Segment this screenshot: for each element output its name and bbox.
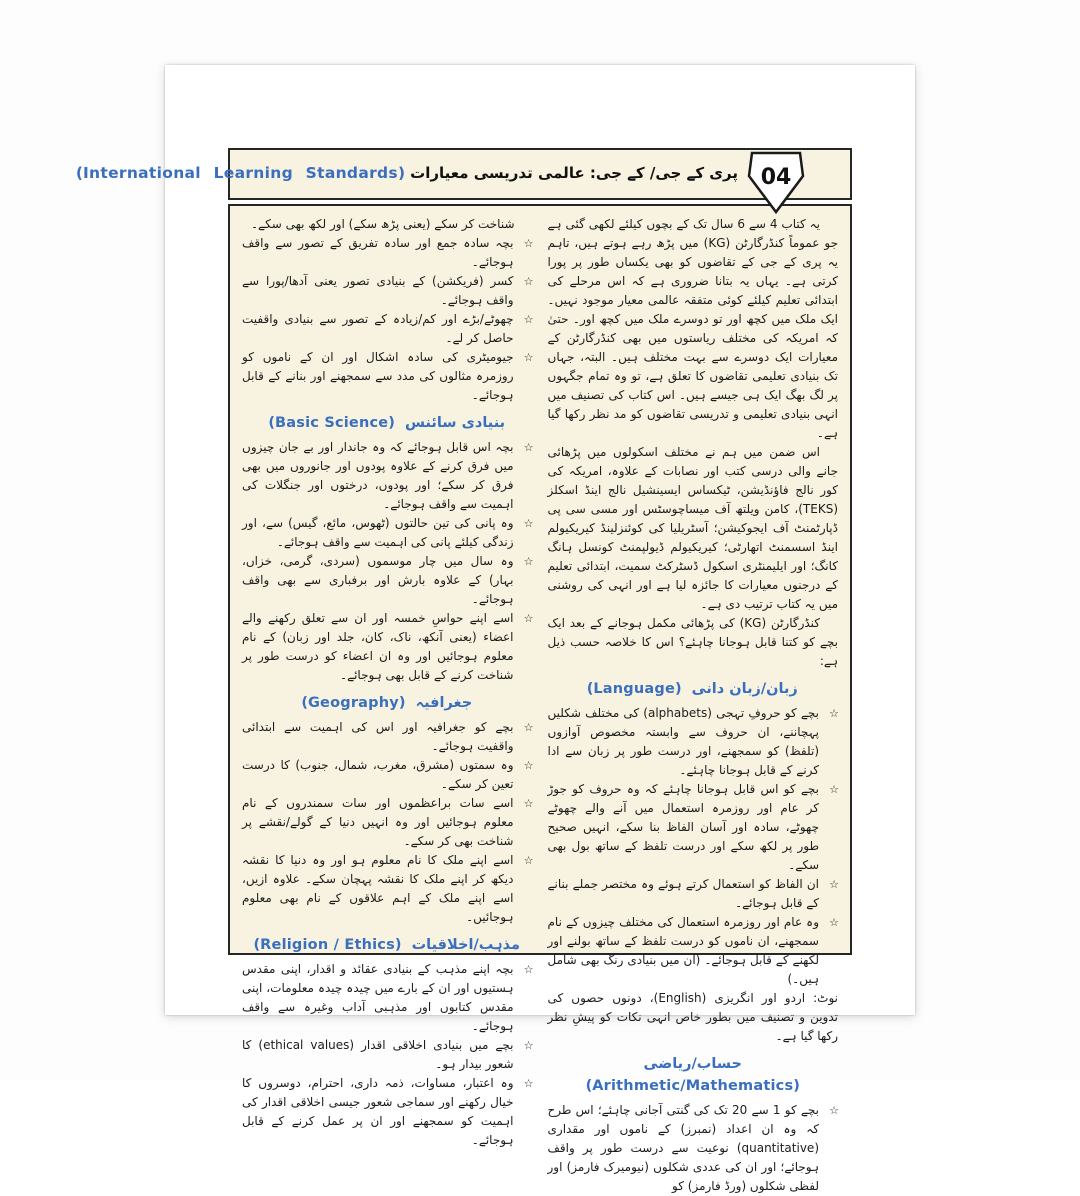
page-number: 04 bbox=[760, 165, 792, 190]
page-body bbox=[228, 204, 852, 1193]
column-right bbox=[547, 215, 839, 1193]
star-bullet-icon: ☆ bbox=[523, 854, 534, 867]
star-bullet-icon: ☆ bbox=[523, 237, 534, 250]
bullet-item bbox=[242, 609, 533, 685]
star-bullet-icon: ☆ bbox=[523, 797, 534, 810]
bullet-text: بچے کو اس قابل ہوجانا چاہئے کہ وہ حروف کو جوڑ کر عام اور روزمرہ استعمال میں آنے والے چھوٹے چھوٹے، سادہ اور آسان الفاظ بنا سکے، انہیں صحیح طور پر لکھ سکے اور درست تلفظ کے ساتھ بول بھی سکے۔ bbox=[547, 782, 819, 872]
star-bullet-icon: ☆ bbox=[829, 1104, 839, 1117]
section-heading bbox=[242, 412, 533, 434]
bullet-item bbox=[242, 1036, 533, 1074]
bullet-text: کسر (فریکشن) کے بنیادی تصور یعنی آدھا/پورا سے واقف ہوجائے۔ bbox=[242, 274, 514, 307]
bullet-item bbox=[242, 514, 533, 552]
section-heading-english: (Language) bbox=[586, 681, 682, 697]
section-heading bbox=[242, 934, 533, 956]
bullet-item bbox=[242, 960, 533, 1036]
bullet-text: اسے اپنے ملک کا نام معلوم ہو اور وہ دنیا کا نقشہ دیکھ کر اپنے ملک کا نقشہ پہچان سکے۔ علاوہ ازیں، اسے اپنے ملک کے اہم علاقوں کے نام بھی معلوم ہوجائیں۔ bbox=[242, 853, 514, 924]
section-heading-urdu: جغرافیہ bbox=[415, 695, 473, 711]
section-heading-urdu: بنیادی سائنس bbox=[405, 415, 506, 431]
star-bullet-icon: ☆ bbox=[829, 783, 839, 796]
bullet-item bbox=[242, 272, 533, 310]
star-bullet-icon: ☆ bbox=[829, 707, 839, 720]
bullet-text: بچے کو حروفِ تہجی (alphabets) کی مختلف شکلیں پہچاننے، ان حروف سے وابستہ مخصوص آوازوں (تلفظ) کو سمجھنے، اور درست طور پر زبان سے ادا کرنے کے قابل ہوجانا چاہئے۔ bbox=[547, 706, 819, 777]
section-heading-urdu: مذہب/اخلاقیات bbox=[411, 937, 520, 953]
column-left bbox=[242, 215, 534, 1147]
star-bullet-icon: ☆ bbox=[523, 441, 534, 454]
bullet-text: بچے میں بنیادی اخلاقی اقدار (ethical values) کا شعور بیدار ہو۔ bbox=[242, 1038, 514, 1071]
star-bullet-icon: ☆ bbox=[523, 759, 534, 772]
section-heading bbox=[548, 1053, 839, 1097]
bullet-item bbox=[548, 1101, 839, 1196]
text-paragraph: نوٹ: اردو اور انگریزی (English)، دونوں حصوں کی تدوین و تصنیف میں بطور خاص انہی نکات کو پیشِ نظر رکھا گیا ہے۔ bbox=[547, 991, 838, 1043]
bullet-text: بچہ اپنے مذہب کے بنیادی عقائد و اقدار، اپنی مقدس ہستیوں اور ان کے بارے میں چیدہ چیدہ معلومات، اپنی مقدس کتابوں اور مذہبی آداب وغیرہ سے واقف ہوجائے۔ bbox=[242, 962, 514, 1033]
star-bullet-icon: ☆ bbox=[523, 275, 534, 288]
bullet-item bbox=[242, 234, 533, 272]
section-heading bbox=[548, 678, 839, 700]
section-heading-english: (Basic Science) bbox=[268, 415, 395, 431]
bullet-text: وہ سال میں چار موسموں (سردی، گرمی، خزاں، بہار) کے علاوہ بارش اور برفباری سے بھی واقف ہوجائے۔ bbox=[242, 554, 514, 606]
section-heading-urdu: زبان/زبان دانی bbox=[691, 681, 798, 697]
page-title-urdu: پری کے جی/ کے جی: عالمی تدریسی معیارات bbox=[410, 164, 738, 182]
bullet-item bbox=[242, 348, 533, 405]
bullet-item bbox=[242, 718, 533, 756]
bullet-text: ان الفاظ کو استعمال کرتے ہوئے وہ مختصر جملے بنانے کے قابل ہوجائے۔ bbox=[547, 877, 819, 910]
section-heading-english: (Geography) bbox=[301, 695, 406, 711]
bullet-text: اسے سات براعظموں اور سات سمندروں کے نام معلوم ہوجائیں اور وہ انہیں دنیا کے گولے/نقشے پر شناخت بھی کر سکے۔ bbox=[242, 796, 514, 848]
star-bullet-icon: ☆ bbox=[829, 878, 839, 891]
star-bullet-icon: ☆ bbox=[523, 963, 534, 976]
bullet-item bbox=[242, 756, 533, 794]
star-bullet-icon: ☆ bbox=[523, 1039, 534, 1052]
bullet-item bbox=[548, 875, 839, 913]
section-heading-english: (Arithmetic/Mathematics) bbox=[585, 1078, 800, 1094]
bullet-text: اسے اپنے حواسِ خمسہ اور ان سے تعلق رکھنے والے اعضاء (یعنی آنکھ، ناک، کان، جلد اور زبان) کے نام معلوم ہوجائیں اور وہ ان اعضاء کو درست طور پر شناخت کرنے کے قابل بھی ہوجائے۔ bbox=[242, 611, 514, 682]
bullet-text: بچہ سادہ جمع اور سادہ تفریق کے تصور سے واقف ہوجائے۔ bbox=[242, 236, 514, 269]
bullet-text: وہ سمتوں (مشرق، مغرب، شمال، جنوب) کا درست تعین کر سکے۔ bbox=[242, 758, 514, 791]
bullet-item bbox=[242, 851, 533, 927]
bullet-item bbox=[548, 913, 839, 989]
text-paragraph: اس ضمن میں ہم نے مختلف اسکولوں میں پڑھائی جانے والی درسی کتب اور نصابات کے علاوہ، امریکہ کی کور نالج فاؤنڈیشن، ٹیکساس ایسینشیل نالج اینڈ اسکلز (TEKS)، کامن ویلتھ آف میساچوسٹس اور مسی سی پی ڈپارٹمنٹ آف ایجوکیشن؛ آسٹریلیا کی کوئنزلینڈ کیریکیولم اینڈ اسسمنٹ اتھارٹی؛ کیریکیولم ڈیولپمنٹ کونسل ہانگ کانگ؛ اور ایلیمنٹری اسکول ڈسٹرکٹ سمیت، ابتدائی تعلیم کے درجنوں معیارات کا جائزہ لیا ہے اور انہی کی روشنی میں یہ کتاب ترتیب دی ہے۔ bbox=[547, 445, 838, 611]
section-heading-urdu: حساب/ریاضی bbox=[643, 1056, 742, 1072]
section-heading bbox=[242, 692, 533, 714]
page-number-badge bbox=[746, 151, 806, 215]
bullet-text: بچہ اس قابل ہوجائے کہ وہ جاندار اور بے جان چیزوں میں فرق کرنے کے علاوہ پودوں اور جانوروں میں بھی فرق کر سکے؛ اور پودوں، درختوں اور جنگلات کی اہمیت سے واقف ہوجائے۔ bbox=[242, 440, 514, 511]
star-bullet-icon: ☆ bbox=[523, 313, 534, 326]
bullet-item bbox=[548, 780, 839, 875]
star-bullet-icon: ☆ bbox=[523, 555, 534, 568]
star-bullet-icon: ☆ bbox=[523, 1077, 534, 1090]
bullet-text: وہ پانی کی تین حالتوں (ٹھوس، مائع، گیس) سے، اور زندگی کیلئے پانی کی اہمیت سے واقف ہوجائے۔ bbox=[242, 516, 514, 549]
star-bullet-icon: ☆ bbox=[829, 916, 839, 929]
bullet-text: چھوٹے/بڑے اور کم/زیادہ کے تصور سے بنیادی واقفیت حاصل کر لے۔ bbox=[242, 312, 514, 345]
bullet-item bbox=[242, 310, 533, 348]
bullet-text: بچے کو جغرافیہ اور اس کی اہمیت سے ابتدائی واقفیت ہوجائے۔ bbox=[242, 720, 514, 753]
bullet-text: جیومیٹری کی سادہ اشکال اور ان کے ناموں کو روزمرہ مثالوں کی مدد سے سمجھنے اور بنانے کے قابل ہوجائے۔ bbox=[242, 350, 514, 402]
star-bullet-icon: ☆ bbox=[523, 721, 534, 734]
star-bullet-icon: ☆ bbox=[523, 351, 534, 364]
bullet-item bbox=[548, 704, 839, 780]
bullet-item bbox=[242, 552, 533, 609]
star-bullet-icon: ☆ bbox=[523, 517, 534, 530]
bullet-item bbox=[242, 794, 533, 851]
star-bullet-icon: ☆ bbox=[523, 612, 534, 625]
bullet-item bbox=[242, 438, 533, 514]
text-paragraph: کنڈرگارٹن (KG) کی پڑھائی مکمل ہوجانے کے بعد ایک بچے کو کتنا قابل ہوجانا چاہئے؟ اس کا خلاصہ حسب ذیل ہے: bbox=[547, 616, 838, 668]
bullet-text: وہ عام اور روزمرہ استعمال کی مختلف چیزوں کے نام سمجھنے، ان ناموں کو درست تلفظ کے ساتھ بولنے اور لکھنے کے قابل ہوجائے۔ (ان میں بنیادی رنگ بھی شامل ہیں۔) bbox=[547, 915, 819, 986]
bullet-text: وہ اعتبار، مساوات، ذمہ داری، احترام، دوسروں کا خیال رکھنے اور سماجی شعور جیسی اخلاقی اقدار کی اہمیت کو سمجھنے اور ان پر عمل کرنے کے قابل ہوجائے۔ bbox=[242, 1076, 514, 1147]
bullet-text: بچے کو 1 سے 20 تک کی گنتی آجانی چاہئے؛ اس طرح کہ وہ ان اعداد (نمبرز) کے ناموں اور مقداری (quantitative) نوعیت سے درست طور پر واقف ہوجائے؛ اور ان کی عددی شکلوں (نیومیرک فارمز) اور لفظی شکلوں (ورڈ فارمز) کو bbox=[547, 1103, 819, 1193]
bullet-item bbox=[242, 1074, 533, 1150]
text-paragraph: شناخت کر سکے (یعنی پڑھ سکے) اور لکھ بھی سکے۔ bbox=[251, 217, 515, 231]
text-paragraph: یہ کتاب 4 سے 6 سال تک کے بچوں کیلئے لکھی گئی ہے جو عموماً کنڈرگارٹن (KG) میں پڑھ رہے ہوتے ہیں، تاہم یہ پری کے جی کے تقاضوں کو بھی یکساں طور پر پورا کرتی ہے۔ یہاں یہ بتانا ضروری ہے کہ اس مرحلے کی ابتدائی تعلیم کیلئے کوئی متفقہ عالمی معیار موجود نہیں۔ ایک ملک میں کچھ اور تو دوسرے ملک میں کچھ اور۔ حتیٰ کہ امریکہ کی مختلف ریاستوں میں بھی کنڈرگارٹن کے معیارات ایک دوسرے سے بہت مختلف ہیں۔ البتہ، جہاں تک بنیادی تعلیمی تقاضوں کا تعلق ہے، تو وہ تمام جگہوں پر لگ بھگ ایک ہی جیسے ہیں۔ اس کتاب کی تصنیف میں انہی بنیادی تعلیمی و تدریسی تقاضوں کو مد نظر رکھا گیا ہے۔ bbox=[547, 217, 838, 440]
two-column-layout bbox=[242, 215, 839, 1193]
page-title-english: (International Learning Standards) bbox=[75, 164, 406, 182]
section-heading-english: (Religion / Ethics) bbox=[253, 937, 402, 953]
